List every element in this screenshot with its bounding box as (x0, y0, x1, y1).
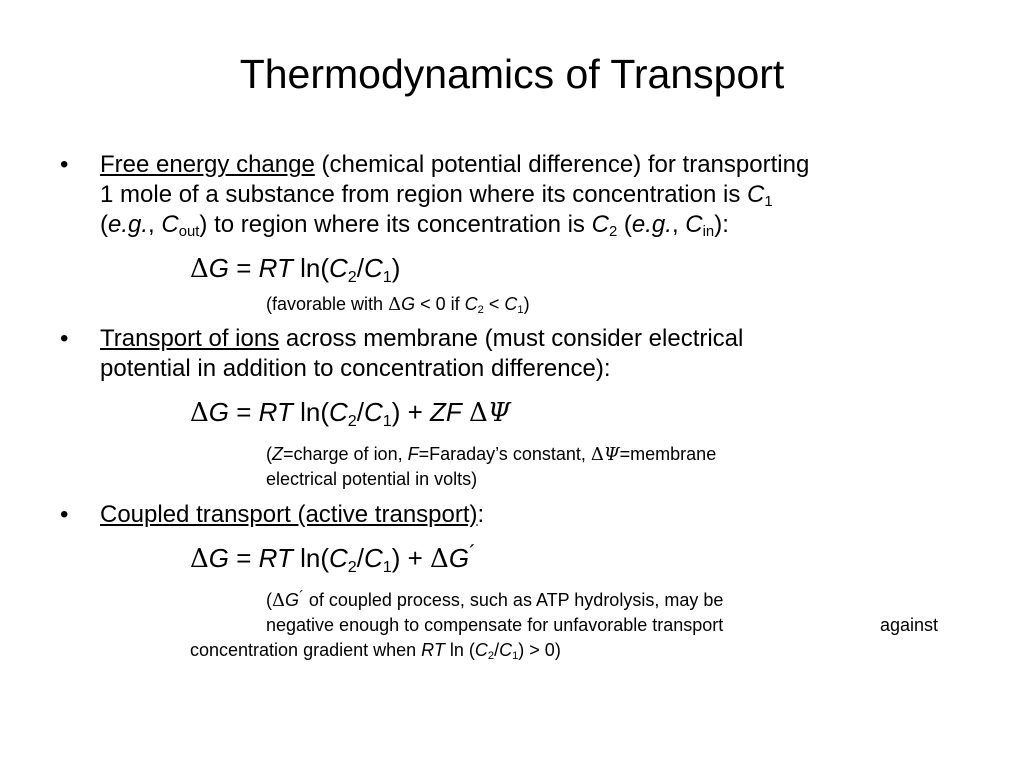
rt-symbol: RT (258, 543, 293, 573)
note-1-text: (favorable with (266, 294, 389, 314)
paren: ) (391, 397, 401, 427)
psi-symbol: Ψ (603, 444, 620, 465)
eg-text: e.g. (108, 211, 149, 238)
ln-text: ln ( (444, 640, 475, 660)
section1-line1 (100, 150, 809, 180)
section1-line2-text: 1 mole of a substance from region where its concentration is (100, 181, 747, 208)
note-2-line1 (266, 442, 716, 467)
paren: ): (714, 211, 729, 238)
bullet-marker: • (60, 501, 69, 528)
note-1 (266, 292, 530, 320)
f-symbol: F (407, 444, 419, 464)
c-symbol: C (474, 640, 488, 660)
delta-symbol: Δ (190, 544, 209, 574)
section2-line1-text: across membrane (must consider electrical (279, 325, 744, 352)
prime-mark: ´ (469, 541, 476, 565)
delta-symbol: Δ (190, 398, 209, 428)
subscript: 1 (764, 194, 773, 211)
note-2-text: =membrane (619, 444, 717, 464)
section1-line2 (100, 180, 773, 213)
subscript: 1 (517, 304, 524, 317)
section2-line1 (100, 324, 743, 354)
note-2-text: =charge of ion, (283, 444, 408, 464)
subscript: 1 (512, 650, 519, 663)
c-symbol: C (363, 397, 383, 427)
c-symbol: C (363, 253, 383, 283)
subscript: out (178, 224, 200, 241)
section3-line1 (100, 500, 484, 530)
psi-symbol: Ψ (487, 398, 511, 428)
g-symbol: G (285, 590, 300, 610)
c-symbol: C (328, 397, 348, 427)
subscript: 1 (382, 267, 392, 286)
paren: ) (391, 543, 401, 573)
c-symbol: C (363, 543, 383, 573)
comma: , (148, 211, 162, 238)
note-1-text: < (483, 294, 505, 314)
coupled-transport-term: Coupled transport (active transport) (100, 501, 478, 528)
rt-symbol: RT (258, 253, 293, 283)
paren: ) (391, 253, 401, 283)
note-3-line1 (266, 588, 723, 615)
eg-text: e.g. (631, 211, 672, 238)
delta-symbol: Δ (590, 444, 604, 465)
subscript: in (702, 224, 715, 241)
delta-symbol: Δ (272, 590, 285, 611)
subscript: 1 (382, 411, 392, 430)
equals-sign: = (229, 397, 259, 427)
ion-transport-term: Transport of ions (100, 325, 280, 352)
prime-mark: ´ (299, 588, 304, 605)
c-symbol: C (591, 211, 609, 238)
section2-line2: potential in addition to concentration difference): (100, 355, 611, 382)
slash: / (356, 397, 364, 427)
colon: : (477, 501, 485, 528)
equals-sign: = (229, 543, 259, 573)
g-symbol: G (208, 397, 230, 427)
note-3-text: concentration gradient when (190, 640, 422, 660)
note-2-text: =Faraday’s constant, (418, 444, 591, 464)
section1-line3 (100, 210, 729, 243)
subscript: 2 (347, 411, 357, 430)
subscript: 2 (347, 557, 357, 576)
c-symbol: C (328, 543, 348, 573)
c-symbol: C (747, 181, 765, 208)
c-symbol: C (464, 294, 478, 314)
slash: / (356, 253, 364, 283)
equation-2 (190, 396, 511, 432)
section1-line1-text: (chemical potential difference) for transporting (314, 151, 810, 178)
z-symbol: Z (272, 444, 283, 464)
equation-1 (190, 252, 400, 288)
paren: ( (266, 590, 272, 610)
subscript: 2 (347, 267, 357, 286)
bullet-marker: • (60, 151, 69, 178)
delta-symbol: Δ (430, 544, 449, 574)
delta-symbol: Δ (469, 398, 488, 428)
paren: ( (266, 444, 272, 464)
note-3-text: of coupled process, such as ATP hydrolysis, may be (303, 590, 724, 610)
section1-line3-text: ) to region where its concentration is (199, 211, 592, 238)
plus-sign: + (400, 397, 431, 427)
comma: , (671, 211, 686, 238)
paren: ) (523, 294, 530, 314)
ln-text: ln( (292, 253, 329, 283)
c-symbol: C (685, 211, 703, 238)
g-symbol: G (401, 294, 416, 314)
subscript: 2 (608, 224, 618, 241)
delta-symbol: Δ (388, 294, 402, 315)
ln-text: ln( (292, 543, 329, 573)
note-3-line2: negative enough to compensate for unfavorable transport (266, 615, 724, 635)
slash: / (494, 640, 500, 660)
equation-3 (190, 542, 476, 578)
paren: ( (617, 211, 632, 238)
zf-symbol: ZF (430, 397, 462, 427)
note-3-line3 (190, 638, 561, 666)
slide-title: Thermodynamics of Transport (239, 51, 785, 97)
note-3-line2-tail: against (880, 615, 939, 635)
rt-symbol: RT (258, 397, 293, 427)
subscript: 2 (487, 650, 495, 663)
note-2-line2: electrical potential in volts) (266, 469, 478, 489)
subscript: 1 (382, 557, 392, 576)
g-symbol: G (208, 543, 230, 573)
ln-text: ln( (292, 397, 329, 427)
delta-symbol: Δ (190, 254, 209, 284)
rt-symbol: RT (421, 640, 445, 660)
c-symbol: C (161, 211, 179, 238)
c-symbol: C (504, 294, 518, 314)
paren: ( (100, 211, 108, 238)
plus-sign: + (400, 543, 431, 573)
paren: ) > 0) (518, 640, 561, 660)
g-symbol: G (448, 543, 470, 573)
subscript: 2 (477, 304, 484, 317)
bullet-marker: • (60, 325, 69, 352)
free-energy-term: Free energy change (100, 151, 315, 178)
equals-sign: = (229, 253, 259, 283)
g-symbol: G (208, 253, 230, 283)
c-symbol: C (328, 253, 348, 283)
note-1-text: < 0 if (415, 294, 465, 314)
slash: / (356, 543, 364, 573)
c-symbol: C (499, 640, 513, 660)
